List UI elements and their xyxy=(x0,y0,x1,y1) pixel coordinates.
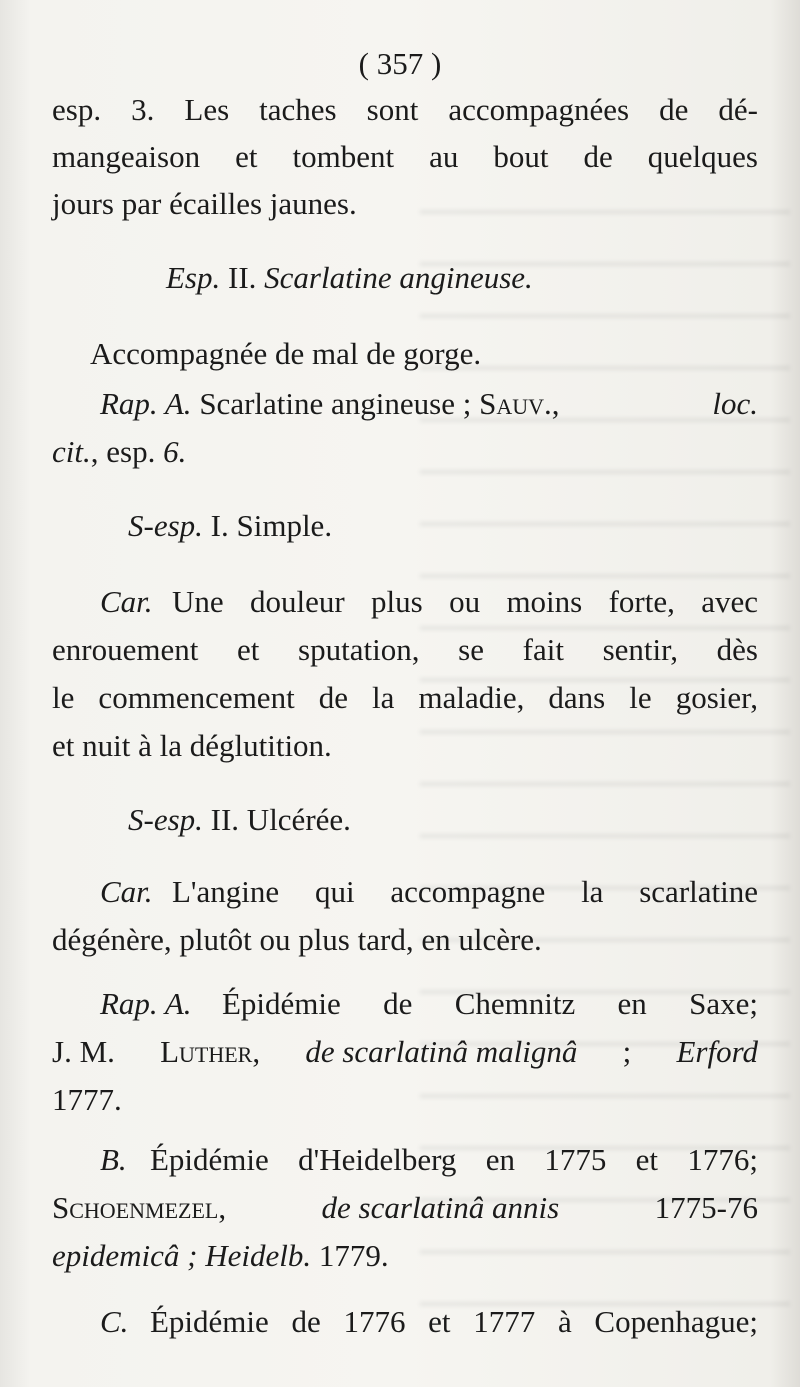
cit-label: cit. xyxy=(52,434,91,469)
page-number: ( 357 ) xyxy=(358,46,442,81)
author-name: Luther xyxy=(160,1034,253,1069)
work-title: de scarlatinâ annis xyxy=(321,1190,560,1225)
text-line-16 xyxy=(100,984,758,1024)
comma: , xyxy=(551,386,560,421)
text-line-19 xyxy=(100,1140,758,1180)
text-line-21 xyxy=(52,1236,389,1276)
car-label: Car. xyxy=(100,874,153,909)
text-line-11: le commencement de la maladie, dans le gosier, xyxy=(52,680,758,715)
ref-letter: C. xyxy=(100,1304,129,1339)
line-text: esp. 3. Les taches sont accompagnées de dé- xyxy=(52,92,758,127)
author-name: Schoenmezel xyxy=(52,1190,219,1225)
author-initials: J. M. xyxy=(52,1034,115,1069)
text-line-14 xyxy=(100,872,758,912)
esp-text: , esp. xyxy=(90,434,156,469)
ref-text: Épidémie d'Heidelberg en 1775 et 1776; xyxy=(150,1142,758,1177)
text-line-2: mangeaison et tombent au bout de quelques xyxy=(52,139,758,174)
text-line-3: jours par écailles jaunes. xyxy=(52,186,357,221)
text-line-22 xyxy=(100,1302,758,1342)
text-line-9 xyxy=(100,582,758,622)
subspecies-text: I. Simple. xyxy=(210,508,333,543)
car-label: Car. xyxy=(100,584,153,619)
text-line-5: Accompagnée de mal de gorge. xyxy=(90,336,482,371)
species-name: Scarlatine angineuse. xyxy=(264,260,533,295)
work-title: de scarlatinâ malignâ xyxy=(305,1034,578,1069)
semicolon: ; xyxy=(622,1034,632,1069)
text-line-6 xyxy=(100,384,758,424)
place-name: Erford xyxy=(676,1034,758,1069)
text-line-15: dégénère, plutôt ou plus tard, en ulcère. xyxy=(52,922,542,957)
esp-number: 6. xyxy=(163,434,187,469)
comma: , xyxy=(252,1034,261,1069)
sesp-label: S-esp. xyxy=(128,508,203,543)
ref-text: Épidémie de 1776 et 1777 à Copenhague; xyxy=(150,1304,758,1339)
work-title: epidemicâ ; Heidelb. xyxy=(52,1238,312,1273)
text-line-10: enrouement et sputation, se fait sentir, dès xyxy=(52,632,758,667)
ref-letter: B. xyxy=(100,1142,127,1177)
subspecies-text: II. Ulcérée. xyxy=(210,802,351,837)
loc-label: loc. xyxy=(712,386,758,421)
sesp-label: S-esp. xyxy=(128,802,203,837)
year: 1779. xyxy=(318,1238,389,1273)
rap-label: Rap. A. xyxy=(100,386,192,421)
rap-text: Épidémie de Chemnitz en Saxe; xyxy=(222,986,758,1021)
rap-text: Scarlatine angineuse ; xyxy=(199,386,472,421)
text-line-12: et nuit à la déglutition. xyxy=(52,728,332,763)
species-number: II. xyxy=(228,260,257,295)
author-name: Sauv. xyxy=(479,386,552,421)
esp-label: Esp. xyxy=(166,260,221,295)
rap-label: Rap. A. xyxy=(100,986,192,1021)
species-heading xyxy=(166,258,533,298)
text-line-1 xyxy=(52,90,758,130)
text-line-20 xyxy=(52,1188,758,1228)
text-line-17 xyxy=(52,1032,758,1072)
text-line-7 xyxy=(52,432,186,472)
car-text: L'angine qui accompagne la scarlatine xyxy=(172,874,758,909)
text-line-18: 1777. xyxy=(52,1082,122,1117)
years: 1775-76 xyxy=(654,1190,758,1225)
comma: , xyxy=(218,1190,227,1225)
text-line-13 xyxy=(128,800,351,840)
car-text: Une douleur plus ou moins forte, avec xyxy=(172,584,758,619)
text-line-8 xyxy=(128,506,332,546)
